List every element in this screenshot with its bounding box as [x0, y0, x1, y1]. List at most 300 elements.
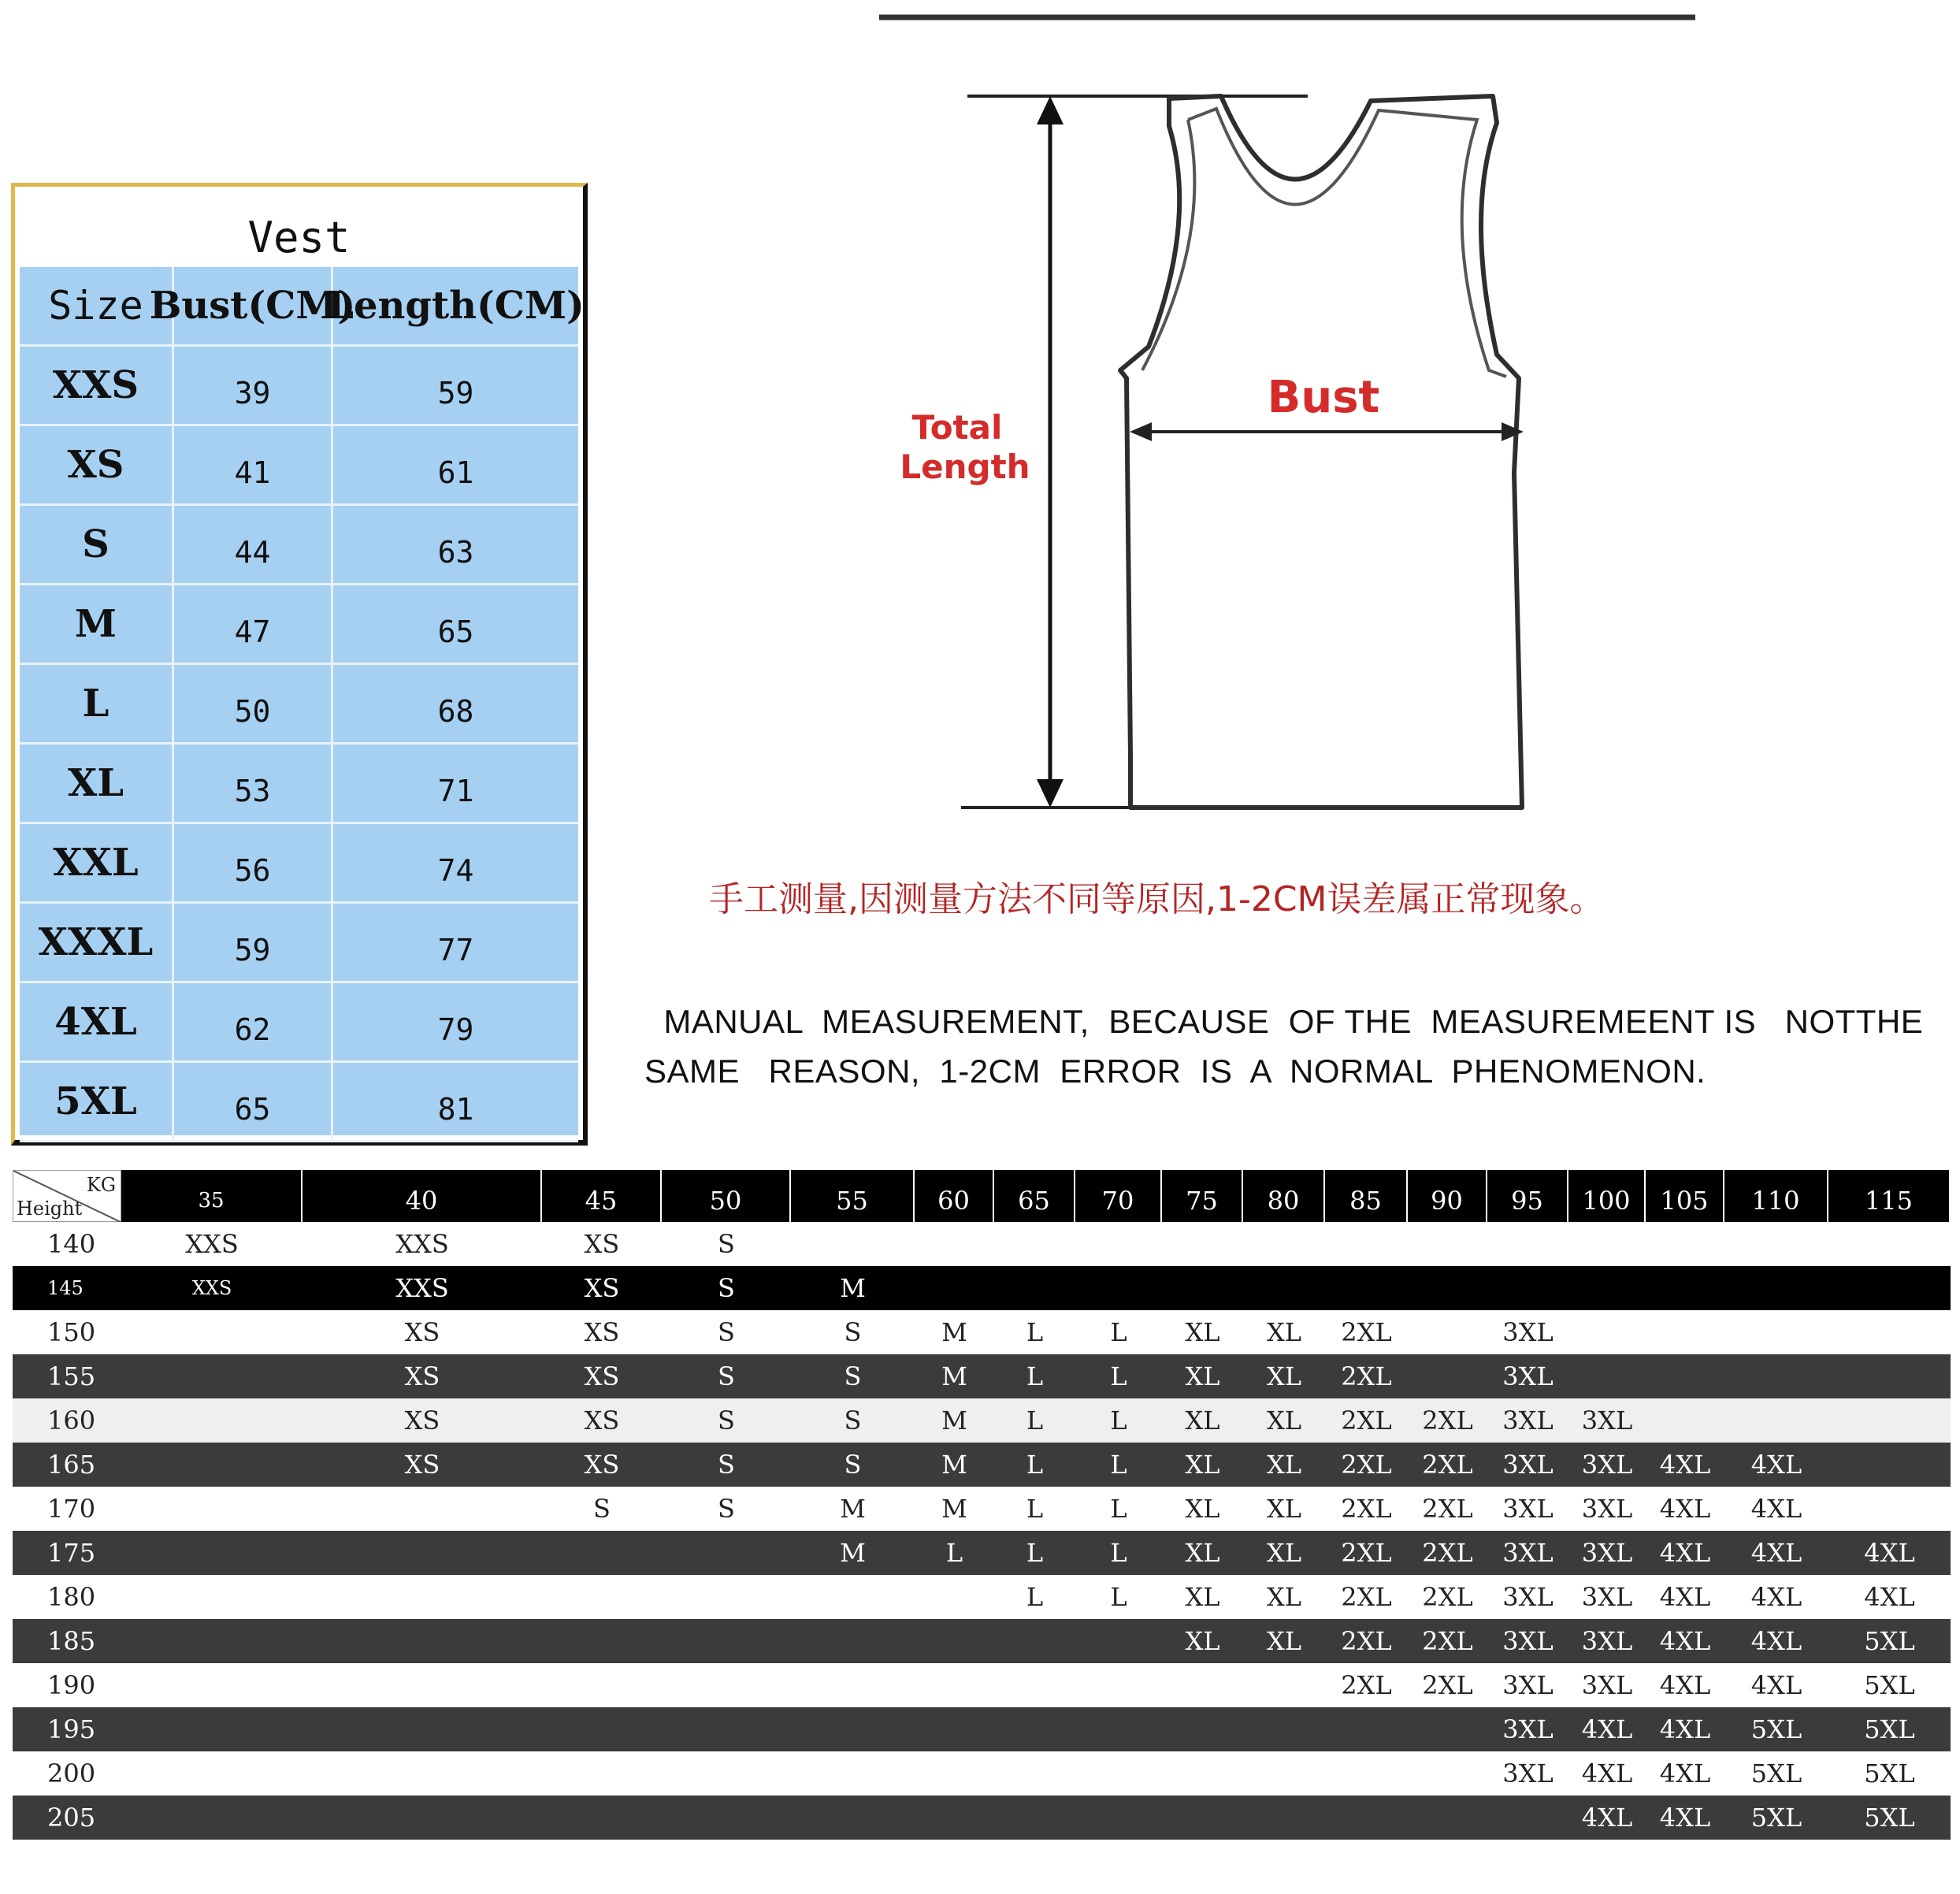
- hw-corner-kg-label: KG: [86, 1174, 116, 1196]
- hw-size-cell: XL: [1185, 1494, 1220, 1524]
- vest-table-row: [20, 904, 578, 983]
- hw-size-cell: 4XL: [1659, 1494, 1711, 1524]
- hw-corner-cell: [13, 1170, 121, 1222]
- hw-size-cell: XL: [1185, 1538, 1220, 1568]
- hw-size-cell: S: [844, 1450, 862, 1480]
- hw-size-cell: 3XL: [1502, 1670, 1554, 1700]
- vest-measurement-diagram: [867, 0, 1733, 851]
- vest-header-cell: Size: [20, 267, 174, 344]
- hw-weight-header-cell: 50: [662, 1170, 791, 1222]
- hw-size-cell: XS: [404, 1317, 440, 1347]
- hw-height-cell: 150: [47, 1317, 96, 1347]
- hw-size-cell: [1325, 1222, 1408, 1266]
- hw-size-cell: 4XL: [1659, 1450, 1711, 1480]
- hw-table-row: [13, 1663, 1951, 1707]
- hw-size-cell: 2XL: [1422, 1450, 1473, 1480]
- hw-size-cell: [121, 1398, 303, 1443]
- hw-size-cell: [662, 1619, 791, 1663]
- hw-size-cell: XL: [1266, 1317, 1302, 1347]
- hw-size-cell: L: [1026, 1538, 1044, 1568]
- hw-size-cell: [1162, 1751, 1243, 1796]
- hw-size-cell: 2XL: [1422, 1538, 1473, 1568]
- hw-size-cell: [303, 1531, 542, 1575]
- hw-size-cell: 3XL: [1581, 1494, 1633, 1524]
- hw-size-cell: [1487, 1222, 1568, 1266]
- vest-size-cell: L: [20, 665, 174, 742]
- hw-size-cell: 5XL: [1864, 1626, 1915, 1656]
- hw-size-cell: [1724, 1310, 1828, 1354]
- hw-weight-header-cell: 100: [1568, 1170, 1646, 1222]
- hw-size-cell: S: [593, 1494, 611, 1524]
- hw-size-cell: [1828, 1222, 1951, 1266]
- hw-size-cell: 5XL: [1750, 1714, 1802, 1744]
- hw-size-cell: L: [945, 1538, 963, 1568]
- hw-weight-header-cell: 95: [1487, 1170, 1568, 1222]
- hw-size-cell: [1724, 1398, 1828, 1443]
- hw-corner-height-label: Height: [17, 1198, 83, 1220]
- vest-bust-cell: 41: [174, 426, 333, 503]
- hw-table-row: [13, 1575, 1951, 1619]
- hw-size-cell: [542, 1796, 662, 1840]
- vest-bust-cell: 39: [174, 347, 333, 424]
- hw-size-cell: M: [840, 1494, 866, 1524]
- vest-size-cell: XL: [20, 745, 174, 822]
- hw-size-cell: 2XL: [1341, 1626, 1392, 1656]
- hw-size-cell: [121, 1707, 303, 1751]
- vest-length-cell: 59: [437, 376, 474, 410]
- hw-size-cell: L: [1110, 1406, 1127, 1435]
- hw-size-cell: 3XL: [1502, 1450, 1554, 1480]
- hw-size-cell: 5XL: [1864, 1758, 1915, 1788]
- hw-table-row: [13, 1619, 1951, 1663]
- hw-size-cell: [1075, 1707, 1162, 1751]
- hw-size-cell: [791, 1575, 915, 1619]
- vest-table-grid: [20, 267, 585, 1135]
- vest-length-cell: 61: [437, 455, 474, 490]
- hw-size-cell: [1487, 1266, 1568, 1310]
- hw-size-cell: 4XL: [1750, 1582, 1802, 1612]
- hw-height-cell: 185: [47, 1626, 96, 1656]
- hw-size-cell: 2XL: [1341, 1582, 1392, 1612]
- hw-size-cell: XL: [1266, 1538, 1302, 1568]
- hw-size-cell: S: [718, 1229, 735, 1259]
- vest-table-row: [20, 506, 578, 585]
- hw-weight-header-cell: 115: [1828, 1170, 1951, 1222]
- hw-size-cell: XXS: [191, 1277, 232, 1299]
- hw-size-cell: [1724, 1266, 1828, 1310]
- hw-size-cell: [1828, 1354, 1951, 1398]
- hw-size-cell: [542, 1707, 662, 1751]
- hw-size-cell: 4XL: [1750, 1670, 1802, 1700]
- hw-size-cell: [994, 1707, 1075, 1751]
- hw-size-cell: [1828, 1398, 1951, 1443]
- hw-size-cell: [1828, 1487, 1951, 1531]
- hw-size-cell: [1243, 1796, 1325, 1840]
- hw-size-cell: [1075, 1663, 1162, 1707]
- vest-length-cell: 65: [437, 615, 474, 649]
- vest-table-row: [20, 347, 578, 426]
- vest-bust-cell: 59: [174, 904, 333, 981]
- vest-table-row: [20, 585, 578, 665]
- hw-size-cell: L: [1110, 1317, 1127, 1347]
- total-length-label-line2: Length: [900, 448, 1030, 486]
- hw-size-cell: [1828, 1443, 1951, 1487]
- hw-height-cell: 155: [47, 1361, 96, 1391]
- hw-size-cell: [915, 1751, 994, 1796]
- hw-size-cell: 4XL: [1659, 1803, 1711, 1833]
- hw-size-cell: 4XL: [1750, 1538, 1802, 1568]
- hw-size-cell: 4XL: [1659, 1582, 1711, 1612]
- hw-size-cell: S: [718, 1450, 735, 1480]
- hw-size-cell: [1075, 1266, 1162, 1310]
- hw-height-cell: 145: [47, 1277, 84, 1299]
- hw-height-cell: 200: [47, 1758, 96, 1788]
- hw-size-cell: 5XL: [1864, 1714, 1915, 1744]
- hw-size-cell: XS: [404, 1450, 440, 1480]
- hw-size-cell: XS: [584, 1450, 620, 1480]
- hw-size-cell: [1646, 1354, 1724, 1398]
- hw-size-cell: L: [1026, 1406, 1044, 1435]
- hw-size-cell: [994, 1619, 1075, 1663]
- note-chinese: 手工测量,因测量方法不同等原因,1-2CM误差属正常现象。: [709, 879, 1605, 919]
- hw-size-cell: [791, 1796, 915, 1840]
- hw-size-cell: [303, 1663, 542, 1707]
- hw-size-cell: [542, 1575, 662, 1619]
- hw-size-cell: S: [844, 1406, 862, 1435]
- hw-size-cell: S: [718, 1406, 735, 1435]
- hw-table-row: [13, 1443, 1951, 1487]
- hw-size-cell: M: [941, 1450, 967, 1480]
- hw-size-cell: [121, 1751, 303, 1796]
- hw-size-cell: M: [941, 1317, 967, 1347]
- hw-size-cell: XL: [1266, 1494, 1302, 1524]
- hw-size-cell: 4XL: [1750, 1494, 1802, 1524]
- hw-size-cell: 3XL: [1502, 1714, 1554, 1744]
- hw-size-cell: 2XL: [1422, 1670, 1473, 1700]
- hw-size-cell: [1162, 1266, 1243, 1310]
- vest-table-row: [20, 824, 578, 904]
- vest-bust-cell: 65: [174, 1063, 333, 1140]
- hw-size-cell: [1568, 1222, 1646, 1266]
- hw-size-cell: XS: [584, 1406, 620, 1435]
- hw-size-cell: XL: [1266, 1406, 1302, 1435]
- hw-size-cell: [1243, 1751, 1325, 1796]
- hw-size-cell: [1162, 1796, 1243, 1840]
- hw-size-cell: 3XL: [1502, 1317, 1554, 1347]
- hw-height-cell: 205: [47, 1803, 96, 1833]
- hw-size-cell: XL: [1266, 1450, 1302, 1480]
- hw-table-row: [13, 1310, 1951, 1354]
- hw-size-cell: 2XL: [1422, 1406, 1473, 1435]
- hw-size-cell: XL: [1266, 1582, 1302, 1612]
- hw-size-cell: XXS: [395, 1229, 449, 1259]
- hw-size-cell: 3XL: [1502, 1626, 1554, 1656]
- hw-size-cell: 3XL: [1502, 1494, 1554, 1524]
- hw-height-cell: 140: [47, 1229, 96, 1259]
- hw-size-cell: XL: [1185, 1406, 1220, 1435]
- hw-weight-header-cell: 55: [791, 1170, 915, 1222]
- hw-size-cell: [121, 1531, 303, 1575]
- hw-size-cell: S: [718, 1494, 735, 1524]
- hw-size-cell: 3XL: [1502, 1538, 1554, 1568]
- hw-size-cell: [1646, 1266, 1724, 1310]
- hw-size-cell: 2XL: [1422, 1494, 1473, 1524]
- hw-size-cell: XL: [1185, 1317, 1220, 1347]
- hw-size-cell: 2XL: [1341, 1450, 1392, 1480]
- hw-size-cell: [542, 1663, 662, 1707]
- hw-size-cell: [303, 1487, 542, 1531]
- hw-size-cell: XS: [584, 1273, 620, 1303]
- hw-size-cell: M: [840, 1273, 866, 1303]
- hw-size-cell: [915, 1266, 994, 1310]
- hw-size-cell: 2XL: [1422, 1626, 1473, 1656]
- hw-size-cell: [1568, 1266, 1646, 1310]
- hw-size-cell: [791, 1619, 915, 1663]
- hw-size-cell: 4XL: [1659, 1626, 1711, 1656]
- hw-height-cell: 160: [47, 1406, 96, 1435]
- hw-size-cell: [1408, 1266, 1487, 1310]
- hw-size-cell: 3XL: [1502, 1361, 1554, 1391]
- hw-weight-header-cell: 60: [915, 1170, 994, 1222]
- hw-size-cell: 4XL: [1659, 1758, 1711, 1788]
- hw-weight-header-cell: 75: [1162, 1170, 1243, 1222]
- hw-size-cell: [1828, 1266, 1951, 1310]
- hw-size-cell: [303, 1751, 542, 1796]
- hw-size-cell: L: [1110, 1494, 1127, 1524]
- hw-table-row: [13, 1707, 1951, 1751]
- hw-size-cell: 4XL: [1750, 1626, 1802, 1656]
- vest-header-cell: Length(CM): [327, 284, 585, 328]
- vest-bust-cell: 62: [174, 983, 333, 1060]
- hw-size-cell: S: [718, 1361, 735, 1391]
- hw-size-cell: [1243, 1222, 1325, 1266]
- hw-size-cell: 5XL: [1864, 1803, 1915, 1833]
- hw-weight-header-cell: 35: [121, 1170, 303, 1222]
- hw-size-cell: 5XL: [1750, 1803, 1802, 1833]
- hw-size-cell: [303, 1575, 542, 1619]
- vest-bust-cell: 47: [174, 585, 333, 663]
- hw-size-cell: 4XL: [1581, 1758, 1633, 1788]
- hw-size-cell: [662, 1663, 791, 1707]
- hw-size-cell: M: [941, 1494, 967, 1524]
- hw-size-cell: [121, 1619, 303, 1663]
- bust-arrow-head-left: [1130, 422, 1152, 441]
- hw-size-cell: [915, 1707, 994, 1751]
- hw-size-cell: [121, 1443, 303, 1487]
- vest-header-cell: Bust(CM): [174, 267, 333, 344]
- hw-size-cell: 3XL: [1581, 1670, 1633, 1700]
- hw-size-cell: XXS: [395, 1273, 449, 1303]
- hw-size-cell: [1243, 1707, 1325, 1751]
- hw-size-cell: XL: [1185, 1582, 1220, 1612]
- hw-size-cell: [1325, 1266, 1408, 1310]
- vest-table-title: Vest: [247, 213, 351, 262]
- hw-table-row: [13, 1531, 1951, 1575]
- vest-length-cell: 68: [437, 694, 474, 729]
- hw-size-cell: [1724, 1222, 1828, 1266]
- hw-size-cell: [662, 1707, 791, 1751]
- hw-size-cell: L: [1026, 1450, 1044, 1480]
- hw-size-cell: M: [840, 1538, 866, 1568]
- hw-size-cell: [662, 1531, 791, 1575]
- hw-size-cell: [994, 1796, 1075, 1840]
- hw-size-cell: 3XL: [1502, 1406, 1554, 1435]
- vest-length-cell: 71: [437, 774, 474, 808]
- hw-size-cell: L: [1026, 1361, 1044, 1391]
- hw-size-cell: [542, 1619, 662, 1663]
- hw-weight-header-cell: 80: [1243, 1170, 1325, 1222]
- hw-table-row: [13, 1796, 1951, 1840]
- hw-size-cell: [791, 1222, 915, 1266]
- hw-size-cell: 4XL: [1750, 1450, 1802, 1480]
- hw-size-cell: [1408, 1796, 1487, 1840]
- hw-size-cell: 3XL: [1502, 1758, 1554, 1788]
- hw-size-cell: [994, 1222, 1075, 1266]
- hw-size-cell: L: [1026, 1494, 1044, 1524]
- hw-size-cell: [1408, 1707, 1487, 1751]
- hw-size-cell: XL: [1266, 1626, 1302, 1656]
- hw-size-cell: [1646, 1310, 1724, 1354]
- hw-size-cell: XS: [404, 1361, 440, 1391]
- hw-size-cell: [1243, 1663, 1325, 1707]
- hw-size-cell: S: [844, 1361, 862, 1391]
- hw-size-cell: S: [844, 1317, 862, 1347]
- hw-size-cell: [542, 1751, 662, 1796]
- hw-size-cell: 3XL: [1581, 1450, 1633, 1480]
- hw-size-cell: 4XL: [1659, 1538, 1711, 1568]
- hw-size-cell: [121, 1487, 303, 1531]
- vest-bust-cell: 50: [174, 665, 333, 742]
- hw-size-cell: 2XL: [1341, 1361, 1392, 1391]
- hw-height-cell: 190: [47, 1670, 96, 1700]
- hw-size-cell: 2XL: [1422, 1582, 1473, 1612]
- vest-bust-cell: 44: [174, 506, 333, 583]
- hw-size-cell: 4XL: [1659, 1714, 1711, 1744]
- hw-height-cell: 180: [47, 1582, 96, 1612]
- hw-size-cell: [121, 1310, 303, 1354]
- hw-size-cell: [1325, 1796, 1408, 1840]
- hw-size-cell: XS: [584, 1317, 620, 1347]
- bust-label: Bust: [1267, 372, 1380, 423]
- hw-size-cell: [121, 1575, 303, 1619]
- hw-size-cell: [1724, 1354, 1828, 1398]
- note-english: [644, 997, 1924, 1096]
- hw-size-cell: XS: [584, 1229, 620, 1259]
- vest-outline-svg: [867, 0, 1733, 851]
- hw-size-cell: XS: [404, 1406, 440, 1435]
- hw-table-row: [13, 1266, 1951, 1310]
- tank-top-armhole-trim: [1142, 120, 1194, 370]
- vest-length-cell: 77: [437, 933, 474, 967]
- hw-size-cell: XS: [584, 1361, 620, 1391]
- hw-size-cell: 3XL: [1581, 1582, 1633, 1612]
- hw-size-cell: [994, 1266, 1075, 1310]
- hw-height-cell: 170: [47, 1494, 96, 1524]
- vest-table-row: [20, 745, 578, 824]
- height-weight-table: [13, 1170, 1951, 1844]
- hw-size-cell: [121, 1796, 303, 1840]
- note-english-line2: SAME REASON, 1-2CM ERROR IS A NORMAL PHENOMENON.: [644, 1053, 1706, 1090]
- hw-size-cell: 3XL: [1502, 1582, 1554, 1612]
- vest-table-row: [20, 983, 578, 1063]
- hw-size-cell: [791, 1707, 915, 1751]
- vest-size-cell: 4XL: [20, 983, 174, 1060]
- hw-size-cell: 3XL: [1581, 1626, 1633, 1656]
- hw-size-cell: XL: [1266, 1361, 1302, 1391]
- hw-size-cell: [121, 1354, 303, 1398]
- hw-weight-header-cell: 40: [303, 1170, 542, 1222]
- hw-weight-header-cell: 45: [542, 1170, 662, 1222]
- vest-table-row: [20, 426, 578, 506]
- hw-size-cell: [303, 1796, 542, 1840]
- hw-size-cell: [1075, 1222, 1162, 1266]
- hw-size-cell: L: [1110, 1582, 1127, 1612]
- hw-size-cell: XXS: [185, 1229, 239, 1259]
- hw-size-cell: [303, 1619, 542, 1663]
- hw-size-cell: [791, 1663, 915, 1707]
- hw-size-cell: 5XL: [1750, 1758, 1802, 1788]
- hw-table-row: [13, 1398, 1951, 1443]
- hw-size-cell: 5XL: [1864, 1670, 1915, 1700]
- vest-size-cell: XXL: [20, 824, 174, 901]
- hw-size-cell: 3XL: [1581, 1538, 1633, 1568]
- hw-size-cell: [791, 1751, 915, 1796]
- hw-size-cell: [1568, 1310, 1646, 1354]
- hw-weight-header-cell: 65: [994, 1170, 1075, 1222]
- hw-weight-header-cell: 105: [1646, 1170, 1724, 1222]
- hw-size-cell: [1487, 1796, 1568, 1840]
- hw-size-cell: [915, 1619, 994, 1663]
- vest-size-cell: XXS: [20, 347, 174, 424]
- hw-size-cell: [1568, 1354, 1646, 1398]
- hw-size-cell: [121, 1663, 303, 1707]
- hw-size-cell: [994, 1751, 1075, 1796]
- vest-size-cell: XS: [20, 426, 174, 503]
- total-length-label-line1: Total: [911, 408, 1003, 447]
- hw-size-cell: 2XL: [1341, 1406, 1392, 1435]
- hw-size-cell: L: [1110, 1538, 1127, 1568]
- note-english-line1: MANUAL MEASUREMENT, BECAUSE OF THE MEASUREMEENT IS NOTTHE: [644, 1003, 1924, 1040]
- hw-size-cell: 2XL: [1341, 1494, 1392, 1524]
- vest-length-cell: 79: [437, 1012, 474, 1047]
- hw-size-cell: 2XL: [1341, 1670, 1392, 1700]
- hw-size-cell: [1325, 1707, 1408, 1751]
- vest-size-cell: M: [20, 585, 174, 663]
- vest-table-row: [20, 1063, 578, 1142]
- vest-size-table: [11, 183, 588, 1146]
- hw-size-cell: L: [1110, 1361, 1127, 1391]
- vest-bust-cell: 53: [174, 745, 333, 822]
- vest-length-cell: 63: [437, 535, 474, 570]
- hw-size-cell: [1828, 1310, 1951, 1354]
- hw-size-cell: XL: [1185, 1450, 1220, 1480]
- hw-weight-header-cell: 70: [1075, 1170, 1162, 1222]
- vest-size-cell: 5XL: [20, 1063, 174, 1140]
- hw-size-cell: 4XL: [1659, 1670, 1711, 1700]
- hw-size-cell: [915, 1222, 994, 1266]
- hw-size-cell: 2XL: [1341, 1538, 1392, 1568]
- hw-size-cell: [994, 1663, 1075, 1707]
- hw-size-cell: 3XL: [1581, 1406, 1633, 1435]
- hw-size-cell: [1408, 1354, 1487, 1398]
- hw-size-cell: 4XL: [1581, 1803, 1633, 1833]
- hw-size-cell: S: [718, 1273, 735, 1303]
- hw-size-cell: [1075, 1751, 1162, 1796]
- hw-table-row: [13, 1222, 1951, 1266]
- hw-size-cell: L: [1026, 1582, 1044, 1612]
- hw-size-cell: [1646, 1398, 1724, 1443]
- hw-size-cell: [915, 1663, 994, 1707]
